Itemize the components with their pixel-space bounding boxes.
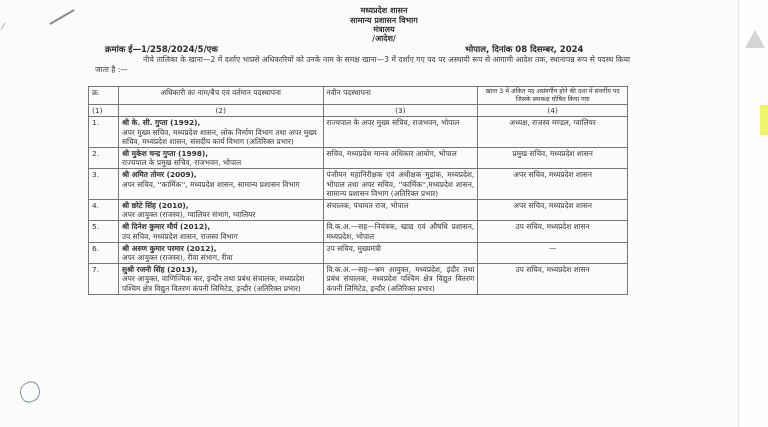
- col-num-1: (1): [89, 105, 119, 117]
- table-row: [89, 148, 628, 169]
- table-header-row: [89, 87, 628, 105]
- officer-name: श्री मुकेश चन्द्र गुप्ता (1998),: [121, 149, 209, 158]
- highlight-mark: [760, 105, 768, 135]
- header-order-title: /आदेश/: [372, 34, 396, 43]
- current-posting: अपर आयुक्त (राजस्व), रीवा संभाग, रीवा: [121, 253, 233, 263]
- officer-name: श्री के. सी. गुप्ता (1992),: [121, 118, 201, 128]
- officer-name: श्री अरुण कुमार परमार (2012),: [121, 243, 217, 253]
- new-posting: संचालक, पंचायत राज, भोपाल: [323, 200, 478, 221]
- header-sno: क्र.: [89, 87, 119, 105]
- row-officer: [118, 264, 323, 295]
- equivalent-post: प्रमुख सचिव, मध्यप्रदेश शासन: [478, 148, 628, 169]
- initials-signature: [17, 379, 43, 405]
- header-ministry: मंत्रालय: [373, 25, 395, 34]
- current-posting: अपर सचिव, ''कार्मिक'', मध्यप्रदेश शासन, सामान्य प्रशासन विभाग: [121, 179, 300, 189]
- new-posting: सचिव, मध्यप्रदेश मानव अधिकार आयोग, भोपाल: [323, 148, 478, 169]
- order-number: क्रमांक ई—1/258/2024/5/एक: [105, 45, 218, 55]
- new-posting: वि.क.अ.—सह—श्रम आयुक्त, मध्यप्रदेश, इंदौर तथा प्रबंध संचालक, मध्यप्रदेश पश्चिम क्षेत्र विद्युत वितरण कंपनी लिमिटेड, इन्दौर (अतिरिक्त प्रभार): [323, 264, 478, 295]
- officer-name: श्री छोटे सिंह (2010),: [121, 201, 189, 211]
- row-sno: 7.: [89, 264, 119, 295]
- table-row: [89, 221, 628, 242]
- officer-name: श्री दिनेश कुमार मौर्य (2012),: [121, 222, 211, 232]
- current-posting: अपर मुख्य सचिव, मध्यप्रदेश शासन, लोक निर्माण विभाग तथा अपर मुख्य सचिव, मध्यप्रदेश शासन, संसदीय कार्य विभाग (अतिरिक्त प्रभार): [121, 127, 317, 146]
- row-officer: [118, 221, 323, 242]
- current-posting: राज्यपाल के प्रमुख सचिव, राजभवन, भोपाल: [121, 158, 242, 168]
- row-officer: [118, 117, 323, 148]
- adjacent-page-strip: [738, 0, 768, 427]
- row-sno: 6.: [89, 242, 119, 263]
- equivalent-post: उप सचिव, मध्यप्रदेश शासन: [478, 264, 628, 295]
- row-sno: 1.: [89, 117, 119, 148]
- table-row: [89, 242, 628, 263]
- header-equivalent: खाना 3 में अंकित पद असंवर्गीय होने की दशा में संवर्गीय पद जिसके समकक्ष घोषित किया गया: [478, 87, 628, 105]
- table-row: [89, 117, 628, 148]
- row-sno: 4.: [89, 200, 119, 221]
- current-posting: अपर आयुक्त, वाणिज्यिक कर, इन्दौर तथा प्रबंध संचालक, मध्यप्रदेश पश्चिम क्षेत्र विद्युत वितरण कंपनी लिमिटेड, इन्दौर (अतिरिक्त प्रभार): [121, 274, 305, 293]
- current-posting: अपर आयुक्त (राजस्व), ग्वालियर संभाग, ग्वालियर: [121, 210, 256, 220]
- row-officer: [118, 169, 323, 200]
- row-sno: 5.: [89, 221, 119, 242]
- row-officer: [118, 148, 323, 169]
- header-government: मध्यप्रदेश शासन: [360, 6, 408, 15]
- current-posting: उप सचिव, मध्यप्रदेश शासन, राजस्व विभाग: [121, 231, 238, 241]
- equivalent-post: अपर सचिव, मध्यप्रदेश शासन: [478, 169, 628, 200]
- new-posting: वि.क.अ.—सह—नियंत्रक, खाद्य एवं औषधि प्रशासन, मध्यप्रदेश, भोपाल: [323, 221, 478, 242]
- row-officer: [118, 200, 323, 221]
- equivalent-post: अध्यक्ष, राजस्व मण्डल, ग्वालियर: [478, 117, 628, 148]
- col-num-3: (3): [323, 105, 478, 117]
- row-officer: [118, 242, 323, 263]
- order-place-date: भोपाल, दिनांक 08 दिसम्बर, 2024: [465, 45, 584, 55]
- header-department: सामान्य प्रशासन विभाग: [350, 16, 418, 25]
- table-row: [89, 264, 628, 295]
- row-sno: 2.: [89, 148, 119, 169]
- new-posting: पंजीयन महानिरीक्षक एवं अधीक्षक मुद्रांक, मध्यप्रदेश, भोपाल तथा अपर सचिव, ''कार्मिक'',मध्यप्रदेश शासन, सामान्य प्रशासन विभाग (अतिरिक्त प्रभार): [323, 169, 478, 200]
- equivalent-post: उप सचिव, मध्यप्रदेश शासन: [478, 221, 628, 242]
- transfer-table: [88, 86, 628, 295]
- header-new-posting: नवीन पदस्थापना: [323, 87, 478, 105]
- equivalent-post: —: [478, 242, 628, 263]
- row-sno: 3.: [89, 169, 119, 200]
- table-row: [89, 200, 628, 221]
- officer-name: श्री अमित तोमर (2009),: [121, 170, 197, 180]
- equivalent-post: अपर सचिव, मध्यप्रदेश शासन: [478, 200, 628, 221]
- new-posting: राज्यपाल के अपर मुख्य सचिव, राजभवन, भोपाल: [323, 117, 478, 148]
- col-num-2: (2): [118, 105, 323, 117]
- officer-name: सुश्री रजनी सिंह (2013),: [121, 265, 198, 275]
- table-row: [89, 169, 628, 200]
- column-number-row: [89, 105, 628, 117]
- intro-paragraph: [95, 55, 630, 75]
- col-num-4: (4): [478, 105, 628, 117]
- intro-text: नीचे तालिका के खाना—2 में दर्शाए भाप्रसे अधिकारियों को उनके नाम के समक्ष खाना—3 में दर्शाए गए पद पर अस्थायी रूप से आगामी आदेश तक, स्थानापन्न रूप से पदस्थ किया जाता है :—: [95, 55, 630, 74]
- header-officer: अधिकारी का नाम/बैच एवं वर्तमान पदस्थापना: [118, 87, 323, 105]
- new-posting: उप सचिव, मुख्यमंत्री: [323, 242, 478, 263]
